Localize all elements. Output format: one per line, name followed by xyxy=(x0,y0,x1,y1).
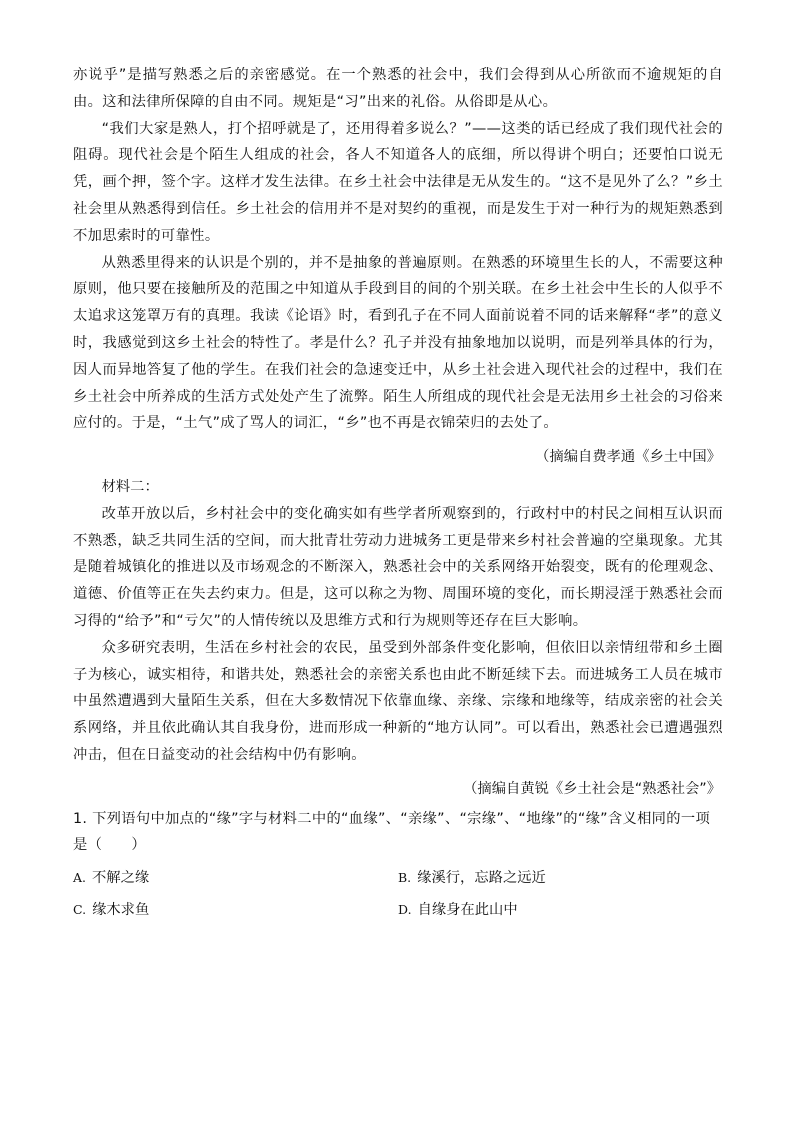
option-d[interactable] xyxy=(398,894,723,926)
answer-options xyxy=(73,862,723,926)
option-b[interactable] xyxy=(398,862,723,894)
option-c-letter: C. xyxy=(73,902,87,918)
material1-paragraph-1: 亦说乎”是描写熟悉之后的亲密感觉。在一个熟悉的社会中，我们会得到从心所欲而不逾规矩的自由。这和法律所保障的自由不同。规矩是“习”出来的礼俗。从俗即是从心。 xyxy=(73,67,723,110)
material1-paragraph-3: 从熟悉里得来的认识是个别的，并不是抽象的普遍原则。在熟悉的环境里生长的人，不需要这种原则，他只要在接触所及的范围之中知道从手段到目的间的个别关联。在乡土社会中生长的人似乎不太追求这笼罩万有的真理。我读《论语》时，看到孔子在不同人面前说着不同的话来解释“孝”的意义时，我感觉到这乡土社会的特性了。孝是什么？孔子并没有抽象地加以说明，而是列举具体的行为，因人而异地答复了他的学生。在我们社会的急速变迁中，从乡土社会进入现代社会的过程中，我们在乡土社会中所养成的生活方式处处产生了流弊。陌生人所组成的现代社会是无法用乡土社会的习俗来应付的。于是，“土气”成了骂人的词汇，“乡”也不再是衣锦荣归的去处了。 xyxy=(73,254,723,432)
material2-source: （摘编自黄锐《乡土社会是“熟悉社会”》 xyxy=(463,780,721,797)
material2-paragraph-1: 改革开放以后，乡村社会中的变化确实如有些学者所观察到的，行政村中的村民之间相互认识而不熟悉，缺乏共同生活的空间，而大批青壮劳动力进城务工更是带来乡村社会普遍的空巢现象。尤其是随着城镇化的推进以及市场观念的不断深入，熟悉社会中的关系网络开始裂变，既有的伦理观念、道德、价值等正在失去约束力。但是，这可以称之为物、周围环境的变化，而长期浸淫于熟悉社会而习得的“给予”和“亏欠”的人情传统以及思维方式和行为规则等还存在巨大影响。 xyxy=(73,505,723,629)
option-c-text: 缘木求鱼 xyxy=(92,902,150,919)
material2-label: 材料二： xyxy=(101,478,159,495)
option-a-text: 不解之缘 xyxy=(92,870,150,887)
option-d-letter: D. xyxy=(398,902,412,918)
option-b-letter: B. xyxy=(398,870,412,886)
option-a-letter: A. xyxy=(73,870,87,886)
material1-source: （摘编自费孝通《乡土中国》 xyxy=(535,449,721,466)
document-page xyxy=(73,62,723,926)
question-stem: 1. 下列语句中加点的“缘”字与材料二中的“血缘”、“亲缘”、“宗缘”、“地缘”的“缘”含义相同的一项是（ ） xyxy=(73,810,711,854)
material1-paragraph-2: “我们大家是熟人，打个招呼就是了，还用得着多说么？”——这类的话已经成了我们现代社会的阻碍。现代社会是个陌生人组成的社会，各人不知道各人的底细，所以得讲个明白；还要怕口说无凭，画个押，签个字。这样才发生法律。在乡土社会中法律是无从发生的。“这不是见外了么？”乡土社会里从熟悉得到信任。乡土社会的信用并不是对契约的重视，而是发生于对一种行为的规矩熟悉到不加思索时的可靠性。 xyxy=(73,120,723,244)
material2-paragraph-2: 众多研究表明，生活在乡村社会的农民，虽受到外部条件变化影响，但依旧以亲情纽带和乡土圈子为核心，诚实相待，和谐共处，熟悉社会的亲密关系也由此不断延续下去。而进城务工人员在城市中虽然遭遇到大量陌生关系，但在大多数情况下依靠血缘、亲缘、宗缘和地缘等，结成亲密的社会关系网络，并且依此确认其自我身份，进而形成一种新的“地方认同”。可以看出，熟悉社会已遭遇强烈冲击，但在日益变动的社会结构中仍有影响。 xyxy=(73,639,723,763)
option-c[interactable] xyxy=(73,894,398,926)
option-a[interactable] xyxy=(73,862,398,894)
option-b-text: 缘溪行，忘路之远近 xyxy=(417,870,546,887)
option-d-text: 自缘身在此山中 xyxy=(417,902,518,919)
